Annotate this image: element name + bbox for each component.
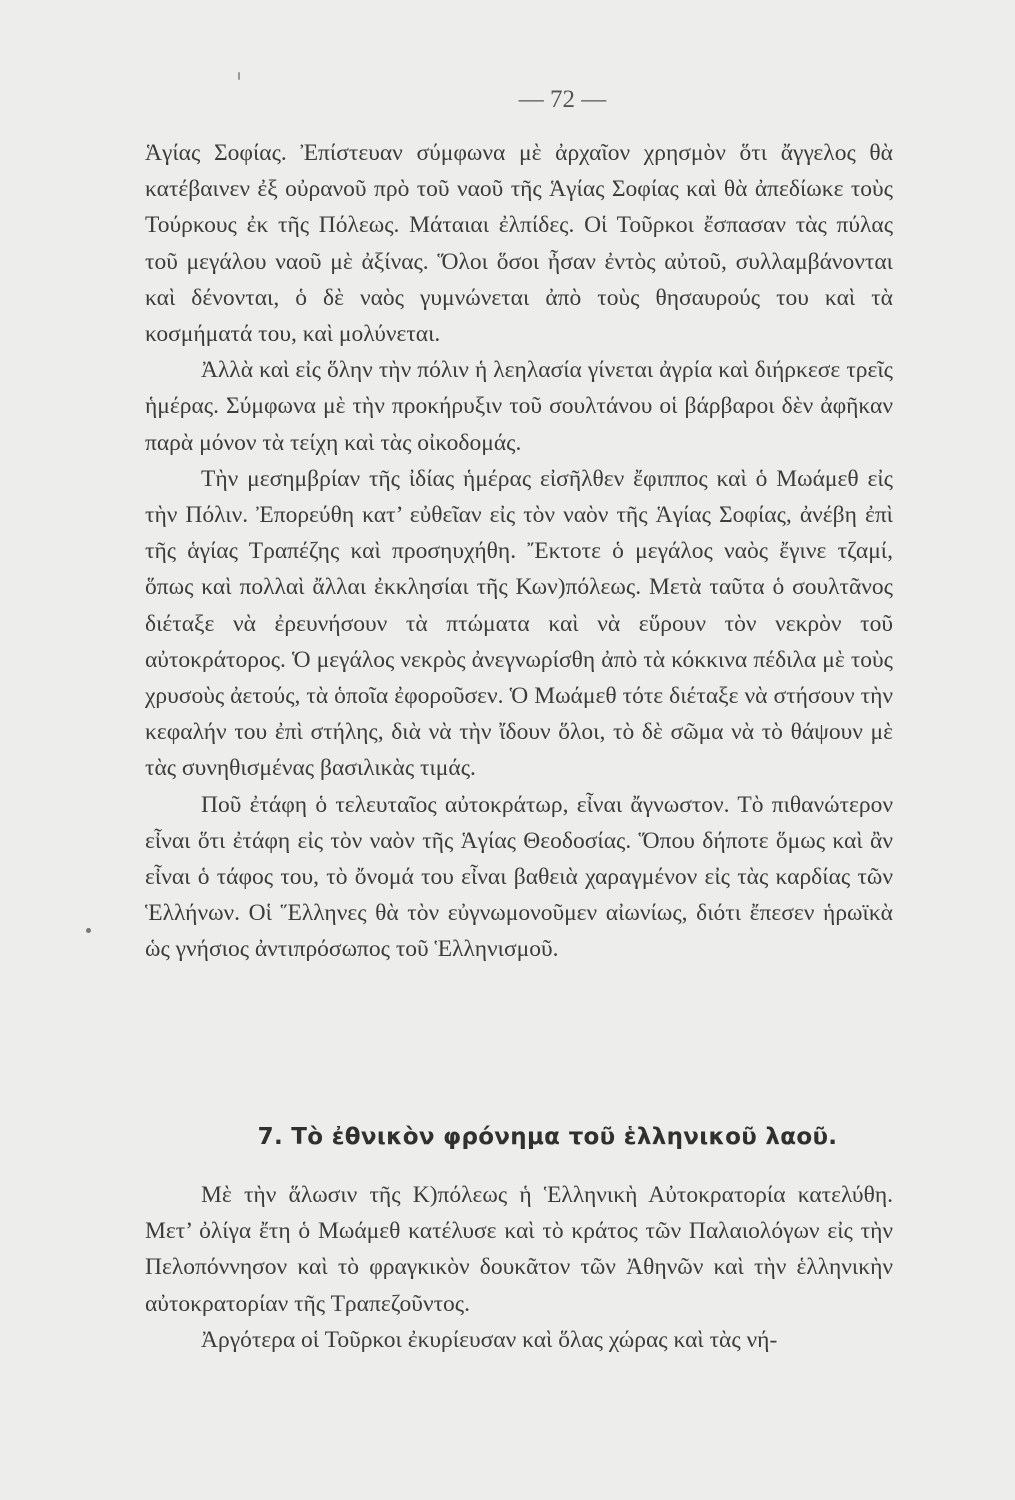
body-text-bottom bbox=[145, 1177, 893, 1358]
paragraph: Μὲ τὴν ἅλωσιν τῆς Κ)πόλεως ἡ Ἑλληνικὴ Αὐτοκρατορία κατελύθη. Μετ’ ὀλίγα ἔτη ὁ Μωάμεθ κατέλυσε καὶ τὸ κράτος τῶν Παλαιολόγων εἰς τὴν Πελοπόννησον καὶ τὸ φραγκικὸν δουκᾶτον τῶν Ἀθηνῶν καὶ τὴν ἑλληνικὴν αὐτοκρατορίαν τῆς Τραπεζοῦντος. bbox=[145, 1182, 893, 1317]
paragraph: Ἀργότερα οἱ Τοῦρκοι ἐκυρίευσαν καὶ ὅλας χώρας καὶ τὰς νή- bbox=[201, 1326, 778, 1353]
page-speck bbox=[86, 928, 91, 933]
section-heading: 7. Τὸ ἐθνικὸν φρόνημα τοῦ ἑλληνικοῦ λαοῦ. bbox=[257, 1124, 838, 1150]
paragraph: Ἁγίας Σοφίας. Ἐπίστευαν σύμφωνα μὲ ἀρχαῖον χρησμὸν ὅτι ἄγγελος θὰ κατέβαινεν ἐξ οὐρανοῦ πρὸ τοῦ ναοῦ τῆς Ἁγίας Σοφίας καὶ θὰ ἀπεδίωκε τοὺς Τούρκους ἐκ τῆς Πόλεως. Μάταιαι ἐλπίδες. Οἱ Τοῦρκοι ἔσπασαν τὰς πύλας τοῦ μεγάλου ναοῦ μὲ ἀξίνας. Ὅλοι ὅσοι ἦσαν ἐντὸς αὐτοῦ, συλλαμβάνονται καὶ δένονται, ὁ δὲ ναὸς γυμνώνεται ἀπὸ τοὺς θησαυρούς του καὶ τὰ κοσμήματά του, καὶ μολύνεται. bbox=[145, 140, 893, 348]
paragraph: Ποῦ ἐτάφη ὁ τελευταῖος αὐτοκράτωρ, εἶναι ἄγνωστον. Τὸ πιθανώτερον εἶναι ὅτι ἐτάφη εἰς τὸν ναὸν τῆς Ἁγίας Θεοδοσίας. Ὅπου δήποτε ὅμως καὶ ἂν εἶναι ὁ τάφος του, τὸ ὄνομά του εἶναι βαθειὰ χαραγμένον εἰς τὰς καρδίας τῶν Ἑλλήνων. Οἱ Ἕλληνες θὰ τὸν εὐγνωμονοῦμεν αἰωνίως, διότι ἔπεσεν ἡρωϊκὰ ὡς γνήσιος ἀντιπρόσωπος τοῦ Ἑλληνισμοῦ. bbox=[145, 791, 893, 963]
paragraph: Τὴν μεσημβρίαν τῆς ἰδίας ἡμέρας εἰσῆλθεν ἔφιππος καὶ ὁ Μωάμεθ εἰς τὴν Πόλιν. Ἐπορεύθη κατ’ εὐθεῖαν εἰς τὸν ναὸν τῆς Ἁγίας Σοφίας, ἀνέβη ἐπὶ τῆς ἁγίας Τραπέζης καὶ προσηυχήθη. Ἔκτοτε ὁ μεγάλος ναὸς ἔγινε τζαμί, ὅπως καὶ πολλαὶ ἄλλαι ἐκκλησίαι τῆς Κων)πόλεως. Μετὰ ταῦτα ὁ σουλτᾶνος διέταξε νὰ ἐρευνήσουν τὰ πτώματα καὶ νὰ εὕρουν τὸν νεκρὸν τοῦ αὐτοκράτορος. Ὁ μεγάλος νεκρὸς ἀνεγνωρίσθη ἀπὸ τὰ κόκκινα πέδιλα μὲ τοὺς χρυσοὺς ἀετούς, τὰ ὁποῖα ἐφοροῦσεν. Ὁ Μωάμεθ τότε διέταξε νὰ στήσουν τὴν κεφαλήν του ἐπὶ στήλης, διὰ νὰ τὴν ἴδουν ὅλοι, τὸ δὲ σῶμα νὰ τὸ θάψουν μὲ τὰς συνηθισμένας βασιλικὰς τιμάς. bbox=[145, 465, 893, 782]
page-speck bbox=[238, 72, 240, 80]
paragraph: Ἀλλὰ καὶ εἰς ὅλην τὴν πόλιν ἡ λεηλασία γίνεται ἀγρία καὶ διήρκεσε τρεῖς ἡμέρας. Σύμφωνα μὲ τὴν προκήρυξιν τοῦ σουλτάνου οἱ βάρβαροι δὲν ἀφῆκαν παρὰ μόνον τὰ τείχη καὶ τὰς οἰκοδομάς. bbox=[145, 357, 893, 456]
body-text-top bbox=[145, 135, 893, 968]
page-number: — 72 — bbox=[518, 86, 607, 113]
